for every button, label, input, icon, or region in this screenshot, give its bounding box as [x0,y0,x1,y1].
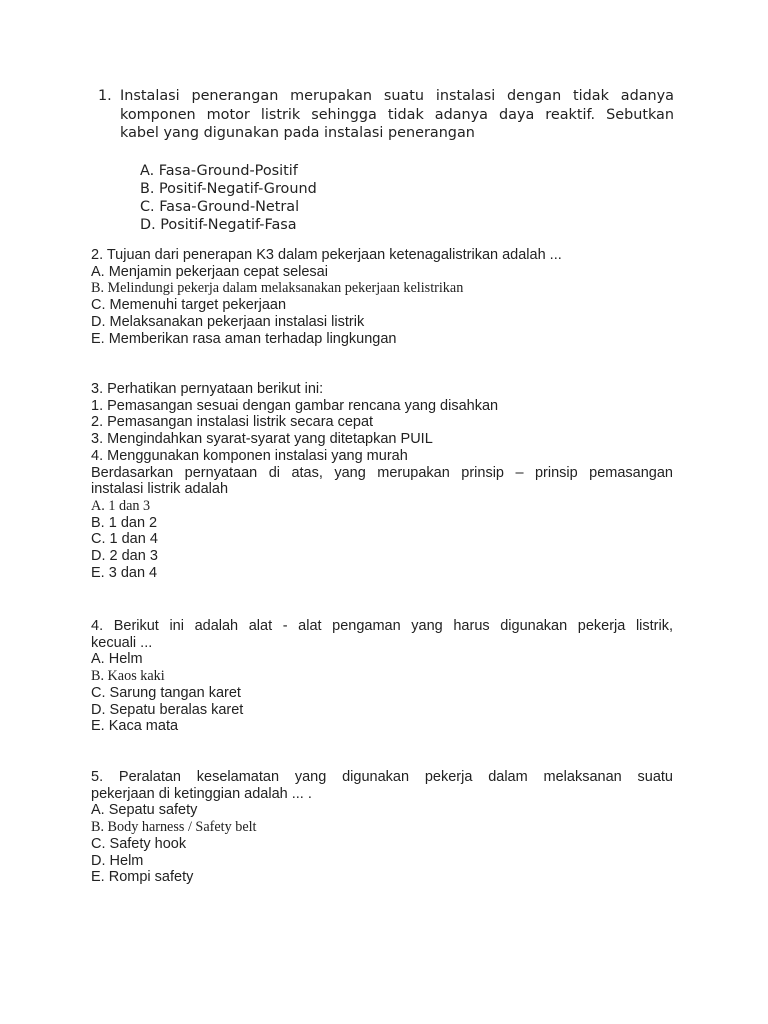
question-5-text-line: 5. Peralatan keselamatan yang digunakan pekerja dalam melaksanan suatu [91,769,673,785]
question-3-statement-4: 4. Menggunakan komponen instalasi yang murah [91,447,408,464]
question-1-option-a: A. Fasa-Ground-Positif [140,162,298,179]
question-2-option-e: E. Memberikan rasa aman terhadap lingkungan [91,330,397,347]
question-3-option-e: E. 3 dan 4 [91,564,158,581]
question-5-option-c: C. Safety hook [91,835,187,852]
question-4-option-d: D. Sepatu beralas karet [91,701,244,718]
question-2 [91,247,673,347]
question-3-statement-2: 2. Pemasangan instalasi listrik secara cepat [91,414,374,431]
question-3-option-a [91,498,673,515]
question-5-option-e: E. Rompi safety [91,869,194,886]
question-3-prompt-line: Berdasarkan pernyataan di atas, yang merupakan prinsip – prinsip pemasangan [91,464,673,481]
question-5-option-b: B. Body harness / Safety belt [91,819,257,836]
question-1-line: kabel yang digunakan pada instalasi penerangan [120,125,475,141]
question-1-options [140,162,674,234]
question-1-option-b: B. Positif-Negatif-Ground [140,180,317,197]
question-5 [91,769,673,886]
question-3-statement-1: 1. Pemasangan sesuai dengan gambar rencana yang disahkan [91,397,499,414]
question-3-option-d: D. 2 dan 3 [91,548,158,565]
question-1-number: 1. [98,88,112,104]
question-3-statement-3: 3. Mengindahkan syarat-syarat yang ditetapkan PUIL [91,431,433,448]
question-3-prompt-line: instalasi listrik adalah [91,481,229,498]
question-1-line: Instalasi penerangan merupakan suatu instalasi dengan tidak adanya [120,88,674,104]
question-2-option-c: C. Memenuhi target pekerjaan [91,297,287,314]
question-1-line: komponen motor listrik sehingga tidak adanya daya reaktif. Sebutkan [120,106,674,123]
question-3 [91,381,673,581]
question-5-option-d: D. Helm [91,852,144,869]
question-2-text: 2. Tujuan dari penerapan K3 dalam pekerjaan ketenagalistrikan adalah ... [91,247,562,263]
question-4-option-e: E. Kaca mata [91,718,179,735]
question-4-option-c: C. Sarung tangan karet [91,684,241,701]
question-5-text-line: pekerjaan di ketinggian adalah ... . [91,785,312,802]
question-3-text: 3. Perhatikan pernyataan berikut ini: [91,381,324,397]
question-4 [91,618,673,735]
question-4-text-line: kecuali ... [91,634,153,651]
question-4-option-b: B. Kaos kaki [91,668,165,685]
question-1 [98,87,674,234]
question-4-option-a: A. Helm [91,651,143,668]
question-2-option-d: D. Melaksanakan pekerjaan instalasi listrik [91,313,365,330]
question-1-option-d: D. Positif-Negatif-Fasa [140,216,297,233]
question-2-option-b: B. Melindungi pekerja dalam melaksanakan pekerjaan kelistrikan [91,280,464,297]
question-2-option-a: A. Menjamin pekerjaan cepat selesai [91,263,328,280]
question-1-option-c: C. Fasa-Ground-Netral [140,198,300,215]
question-3-option-c: C. 1 dan 4 [91,531,158,548]
question-3-option-a-text: A. 1 dan 3 [91,497,151,514]
question-1-text [120,87,674,143]
question-5-option-a: A. Sepatu safety [91,802,198,819]
question-3-option-b: B. 1 dan 2 [91,514,158,531]
question-4-text-line: 4. Berikut ini adalah alat - alat pengaman yang harus digunakan pekerja listrik, [91,618,673,634]
